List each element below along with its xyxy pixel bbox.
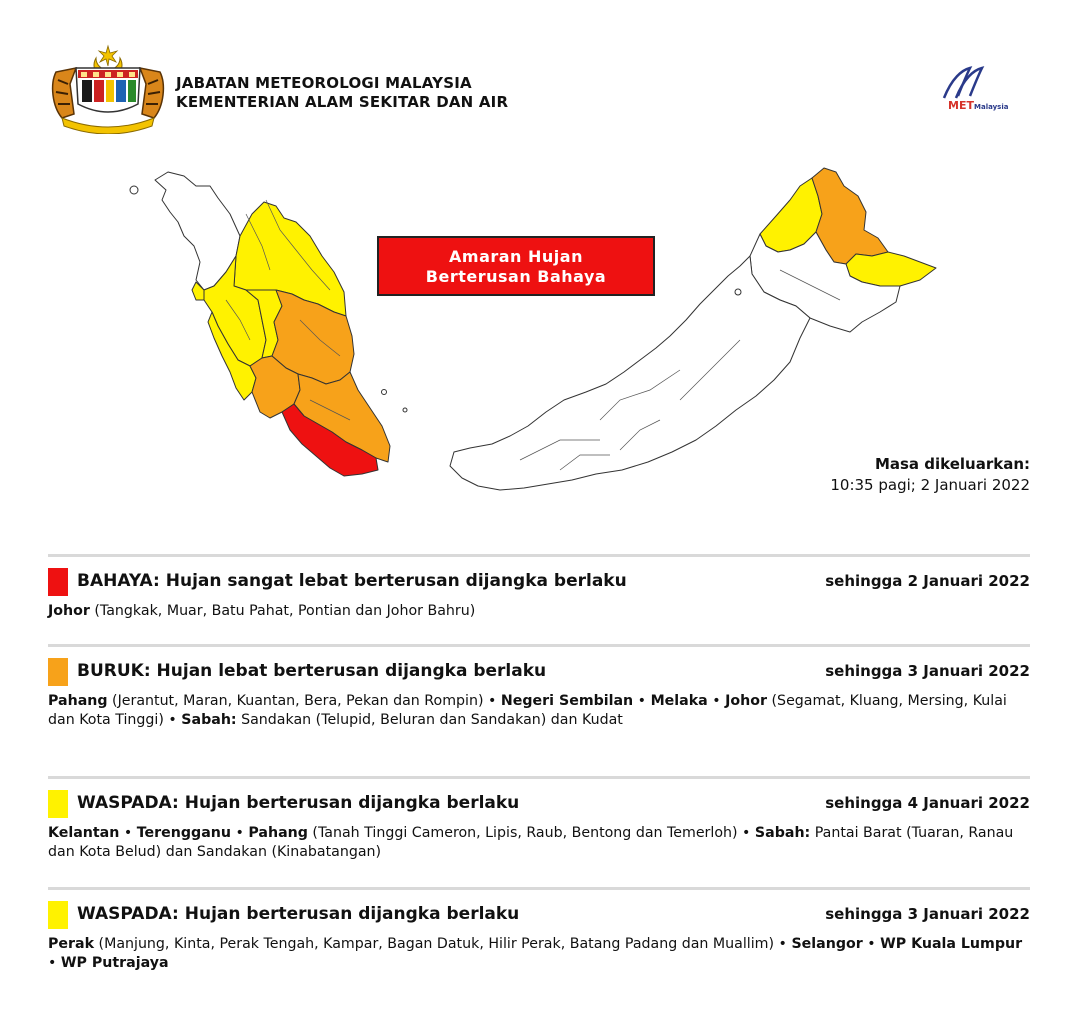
section-divider <box>48 887 1030 890</box>
warning-title-box <box>377 236 655 296</box>
area-detail-text: Pantai Barat (Tuaran, Ranau dan Kota Belud) dan Sandakan (Kinabatangan) <box>48 825 1014 860</box>
section-date: sehingga 3 Januari 2022 <box>825 662 1030 680</box>
issued-time-value: 10:35 pagi; 2 Januari 2022 <box>830 476 1030 494</box>
level-color-swatch <box>48 658 68 686</box>
met-malaysia-logo <box>922 64 1032 116</box>
section-areas <box>48 824 1030 862</box>
org-line-2: KEMENTERIAN ALAM SEKITAR DAN AIR <box>176 93 509 111</box>
warning-title-line-1: Amaran Hujan <box>449 247 583 266</box>
area-detail-text: (Tanah Tinggi Cameron, Lipis, Raub, Bentong dan Temerloh) • <box>307 825 755 841</box>
issued-time <box>830 454 1030 496</box>
section-areas <box>48 692 1030 730</box>
section-date: sehingga 3 Januari 2022 <box>825 905 1030 923</box>
section-divider <box>48 776 1030 779</box>
area-detail-text: (Segamat, Kluang, Mersing, Kulai dan Kota Tinggi) • <box>48 693 1007 728</box>
level-color-swatch <box>48 790 68 818</box>
area-detail-text: (Jerantut, Maran, Kuantan, Bera, Pekan dan Rompin) • <box>107 693 501 709</box>
area-detail-text: • <box>707 693 726 709</box>
met-logo-subtext: Malaysia <box>974 103 1009 111</box>
area-detail-text: (Manjung, Kinta, Perak Tengah, Kampar, Bagan Datuk, Hilir Perak, Batang Padang dan Muallim) • <box>94 936 792 952</box>
section-header <box>48 657 1030 687</box>
met-logo-text: MET <box>948 99 974 112</box>
section-header <box>48 567 1030 597</box>
org-line-1: JABATAN METEOROLOGI MALAYSIA <box>176 74 472 92</box>
area-state-name: Melaka <box>650 693 708 709</box>
area-state-name: Selangor <box>791 936 863 952</box>
organization-name <box>176 74 508 112</box>
header <box>48 44 1038 134</box>
area-state-name: Perak <box>48 936 95 952</box>
level-color-swatch <box>48 568 68 596</box>
section-title: WASPADA: Hujan berterusan dijangka berlaku <box>77 793 520 813</box>
area-detail-text: • <box>862 936 881 952</box>
area-detail-text: • <box>231 825 249 841</box>
area-detail-text: • <box>48 955 61 971</box>
area-state-name: WP Kuala Lumpur <box>880 936 1023 952</box>
section-header <box>48 900 1030 930</box>
level-color-swatch <box>48 901 68 929</box>
section-divider <box>48 644 1030 647</box>
area-state-name: Sabah: <box>181 712 237 728</box>
warning-section-bahaya <box>48 554 1030 621</box>
area-detail-text: • <box>633 693 651 709</box>
area-detail-text: • <box>119 825 137 841</box>
section-areas <box>48 602 1030 621</box>
warning-section-waspada-2 <box>48 887 1030 973</box>
issued-time-label: Masa dikeluarkan: <box>874 455 1030 473</box>
area-state-name: Johor <box>48 603 90 619</box>
area-detail-text: (Tangkak, Muar, Batu Pahat, Pontian dan Johor Bahru) <box>89 603 476 619</box>
warning-section-buruk <box>48 644 1030 730</box>
area-state-name: Pahang <box>248 825 308 841</box>
section-title: BAHAYA: Hujan sangat lebat berterusan dijangka berlaku <box>77 571 627 591</box>
area-detail-text: Sandakan (Telupid, Beluran dan Sandakan) dan Kudat <box>236 712 623 728</box>
area-state-name: Johor <box>725 693 768 709</box>
section-date: sehingga 4 Januari 2022 <box>825 794 1030 812</box>
area-state-name: Kelantan <box>48 825 120 841</box>
area-state-name: Pahang <box>48 693 108 709</box>
area-state-name: Negeri Sembilan <box>500 693 634 709</box>
area-state-name: Terengganu <box>136 825 231 841</box>
coat-of-arms-logo <box>48 44 168 134</box>
warning-section-waspada-1 <box>48 776 1030 862</box>
section-divider <box>48 554 1030 557</box>
section-title: BURUK: Hujan lebat berterusan dijangka berlaku <box>77 661 547 681</box>
section-header <box>48 789 1030 819</box>
section-title: WASPADA: Hujan berterusan dijangka berlaku <box>77 904 520 924</box>
section-areas <box>48 935 1030 973</box>
warning-title-line-2: Berterusan Bahaya <box>425 267 607 286</box>
area-state-name: WP Putrajaya <box>60 955 169 971</box>
section-date: sehingga 2 Januari 2022 <box>825 572 1030 590</box>
area-state-name: Sabah: <box>754 825 811 841</box>
